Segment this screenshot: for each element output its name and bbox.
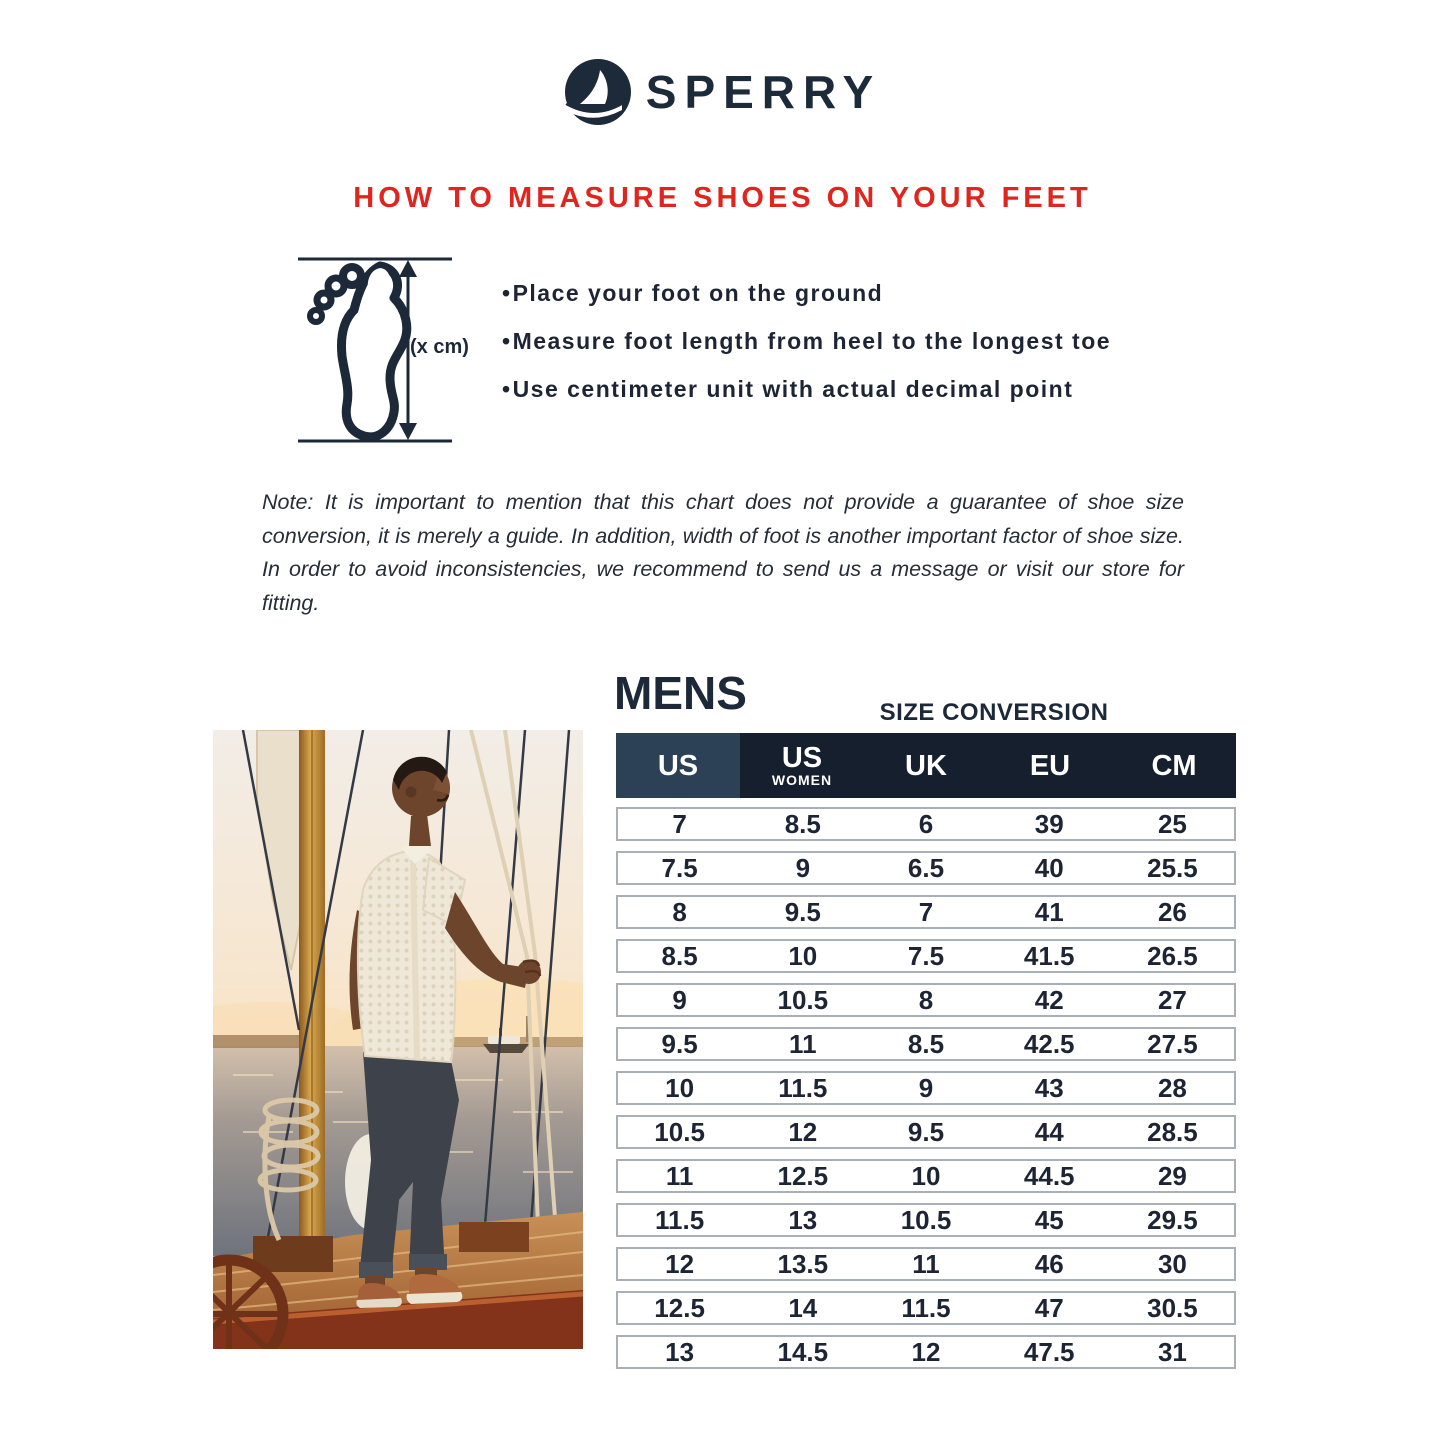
size-value-cell: 10.5 [900, 1205, 952, 1235]
size-value-cell: 27.5 [1147, 1029, 1198, 1059]
table-header-row [616, 733, 1236, 798]
size-value-cell: 11 [789, 1029, 817, 1059]
size-value-cell: 7 [672, 809, 687, 839]
table-row [616, 1203, 1236, 1237]
size-value-cell: 9.5 [784, 897, 821, 927]
size-value-cell: 29 [1157, 1161, 1187, 1191]
size-value-cell: 6.5 [907, 853, 945, 883]
bullet-icon: • [502, 280, 512, 306]
size-value-cell: 11 [665, 1161, 694, 1191]
instruction-item [502, 329, 1111, 353]
size-value-cell: 30 [1157, 1249, 1187, 1279]
size-conversion-table [616, 733, 1236, 1369]
size-value-cell: 10 [911, 1161, 941, 1191]
sperry-sailboat-icon [564, 58, 632, 126]
size-value-cell: 9 [918, 1073, 934, 1103]
brand-name: SPERRY [645, 66, 882, 118]
size-value-cell: 8 [672, 897, 687, 927]
bullet-icon: • [502, 376, 512, 402]
size-value-cell: 11.5 [901, 1293, 951, 1323]
instruction-text: Use centimeter unit with actual decimal point [512, 376, 1074, 402]
size-value-cell: 13 [665, 1337, 695, 1367]
size-value-cell: 25.5 [1147, 853, 1198, 883]
size-value-cell: 44.5 [1023, 1161, 1075, 1191]
size-value-cell: 47.5 [1023, 1337, 1075, 1367]
size-value-cell: 7.5 [661, 853, 698, 883]
size-value-cell: 31 [1157, 1337, 1187, 1367]
instruction-item [502, 281, 1111, 305]
size-value-cell: 10 [665, 1073, 695, 1103]
size-value-cell: 9 [672, 985, 687, 1015]
table-row [616, 895, 1236, 929]
size-value-cell: 44 [1034, 1117, 1064, 1147]
table-row [616, 1335, 1236, 1369]
size-value-cell: 28.5 [1147, 1117, 1198, 1147]
page-title: HOW TO MEASURE SHOES ON YOUR FEET [353, 182, 1092, 214]
size-value-cell: 12.5 [654, 1293, 705, 1323]
instruction-text: Place your foot on the ground [512, 280, 884, 306]
size-value-cell: 12 [665, 1249, 695, 1279]
size-value-cell: 29.5 [1147, 1205, 1198, 1235]
table-row [616, 1159, 1236, 1193]
size-value-cell: 42.5 [1023, 1029, 1075, 1059]
size-value-cell: 12 [788, 1117, 818, 1147]
size-value-cell: 41 [1034, 897, 1064, 927]
lifestyle-photo [213, 730, 583, 1349]
column-header-eu: EU [1029, 749, 1071, 782]
size-value-cell: 14.5 [777, 1337, 829, 1367]
table-row [616, 1247, 1236, 1281]
column-header-us: US [616, 733, 740, 798]
size-value-cell: 27 [1157, 985, 1187, 1015]
size-value-cell: 7 [918, 897, 934, 927]
size-value-cell: 14 [788, 1293, 818, 1323]
size-value-cell: 13.5 [777, 1249, 829, 1279]
size-value-cell: 8 [918, 985, 934, 1015]
bullet-icon: • [502, 328, 512, 354]
instruction-text: Measure foot length from heel to the longest toe [512, 328, 1112, 354]
size-value-cell: 8.5 [784, 809, 821, 839]
size-value-cell: 47 [1034, 1293, 1064, 1323]
table-row [616, 983, 1236, 1017]
size-value-cell: 9.5 [661, 1029, 698, 1059]
disclaimer-note: Note: It is important to mention that this chart does not provide a guarantee of shoe size conversion, it is merely a guide. In addition, width of foot is another important factor of shoe size. In order to avoid inconsistencies, we recommend to send us a message or visit our store for fitting. [262, 490, 1184, 615]
size-value-cell: 10.5 [654, 1117, 705, 1147]
table-row [616, 851, 1236, 885]
size-value-cell: 11 [912, 1249, 940, 1279]
section-subtitle: SIZE CONVERSION [879, 699, 1109, 726]
instruction-item [502, 377, 1111, 401]
size-value-cell: 12.5 [777, 1161, 829, 1191]
footprint-icon [310, 266, 407, 437]
size-value-cell: 26 [1157, 897, 1187, 927]
size-value-cell: 40 [1034, 853, 1064, 883]
size-value-cell: 13 [788, 1205, 818, 1235]
size-value-cell: 8.5 [907, 1029, 945, 1059]
size-value-cell: 12 [911, 1337, 941, 1367]
table-row [616, 1027, 1236, 1061]
size-value-cell: 46 [1034, 1249, 1064, 1279]
table-row [616, 1071, 1236, 1105]
section-title-mens: MENS [614, 667, 747, 719]
column-header-uk: UK [905, 749, 947, 782]
size-value-cell: 30.5 [1147, 1293, 1198, 1323]
instruction-list [502, 281, 1111, 425]
size-value-cell: 39 [1034, 809, 1064, 839]
size-table-rows [616, 807, 1236, 1369]
size-value-cell: 41.5 [1023, 941, 1075, 971]
table-row [616, 807, 1236, 841]
size-value-cell: 10 [788, 941, 818, 971]
size-value-cell: 9.5 [907, 1117, 945, 1147]
size-value-cell: 10.5 [777, 985, 829, 1015]
size-value-cell: 42 [1034, 985, 1064, 1015]
size-value-cell: 6 [918, 809, 934, 839]
size-value-cell: 45 [1034, 1205, 1064, 1235]
size-value-cell: 26.5 [1147, 941, 1198, 971]
table-row [616, 1115, 1236, 1149]
brand-logo [0, 58, 1445, 126]
size-value-cell: 8.5 [661, 941, 698, 971]
column-header-cm: CM [1151, 749, 1197, 782]
size-value-cell: 25 [1157, 809, 1187, 839]
column-header-us-women: US WOMEN [771, 742, 833, 788]
size-value-cell: 28 [1157, 1073, 1187, 1103]
table-row [616, 1291, 1236, 1325]
size-value-cell: 43 [1034, 1073, 1064, 1103]
size-value-cell: 9 [795, 853, 811, 883]
table-row [616, 939, 1236, 973]
cm-measure-label: (x cm) [410, 336, 469, 358]
size-value-cell: 11.5 [778, 1073, 828, 1103]
size-value-cell: 11.5 [655, 1205, 705, 1235]
size-value-cell: 7.5 [907, 941, 945, 971]
